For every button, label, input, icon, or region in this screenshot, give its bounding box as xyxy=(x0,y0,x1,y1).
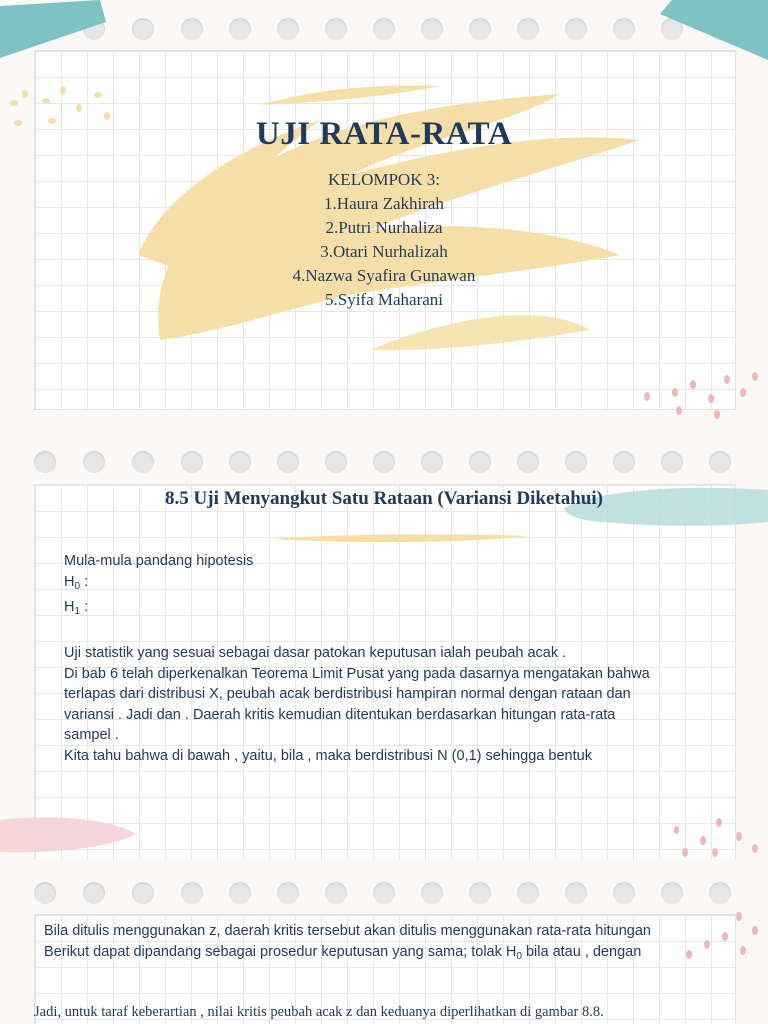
binder-hole xyxy=(83,882,105,904)
body-line: Bila ditulis menggunakan z, daerah kritis tersebut akan ditulis menggunakan rata-rata hitungan xyxy=(44,923,651,939)
decor-dot xyxy=(76,104,82,112)
decor-dot xyxy=(672,388,678,397)
section-body xyxy=(64,551,704,766)
slide-title xyxy=(0,0,768,440)
brush-underline-decoration xyxy=(270,532,530,546)
binder-hole xyxy=(565,451,587,473)
member-item: 2.Putri Nurhaliza xyxy=(325,218,443,237)
binder-hole xyxy=(229,18,251,40)
member-item: 3.Otari Nurhalizah xyxy=(320,242,448,261)
hypothesis-h1: $H_1$ : xyxy=(64,599,89,617)
binder-hole xyxy=(421,18,443,40)
decor-dot xyxy=(704,940,710,949)
binder-hole xyxy=(229,451,251,473)
teal-tape-left xyxy=(0,0,120,70)
body-line: Berikut dapat dipandang sebagai prosedur keputusan yang sama; tolak $H_0$ bila atau , dengan xyxy=(44,943,642,962)
binder-hole xyxy=(517,18,539,40)
binder-hole xyxy=(83,451,105,473)
member-item: 4.Nazwa Syafira Gunawan xyxy=(292,266,476,285)
decor-dot xyxy=(724,375,730,384)
decor-dot xyxy=(682,848,688,857)
binder-hole xyxy=(661,451,683,473)
body-line: sampel . xyxy=(64,727,119,743)
binder-hole xyxy=(373,18,395,40)
body-line: Kita tahu bahwa di bawah , yaitu, bila , maka berdistribusi N (0,1) sehingga bentuk xyxy=(64,747,592,764)
binder-hole xyxy=(277,882,299,904)
binder-hole xyxy=(565,882,587,904)
binder-hole xyxy=(132,882,154,904)
binder-hole xyxy=(132,18,154,40)
binder-hole xyxy=(373,882,395,904)
binder-hole xyxy=(229,882,251,904)
decor-dot xyxy=(644,392,650,401)
binder-hole xyxy=(181,451,203,473)
binder-hole xyxy=(34,882,56,904)
decor-dot xyxy=(752,372,758,381)
binder-hole xyxy=(277,451,299,473)
binder-hole xyxy=(709,882,731,904)
binder-hole xyxy=(613,451,635,473)
binder-hole xyxy=(421,451,443,473)
decor-dot xyxy=(708,394,714,403)
binder-hole xyxy=(325,451,347,473)
group-members xyxy=(0,168,768,312)
binder-holes xyxy=(0,451,768,477)
conclusion-text xyxy=(44,921,651,967)
decor-dot xyxy=(740,946,746,955)
binder-hole xyxy=(34,451,56,473)
binder-hole xyxy=(421,882,443,904)
binder-hole xyxy=(661,882,683,904)
hypothesis-h0: $H_0$ : xyxy=(64,573,89,592)
binder-hole xyxy=(517,451,539,473)
decor-dot xyxy=(722,932,728,941)
decor-dot xyxy=(94,92,102,98)
binder-hole xyxy=(469,18,491,40)
decor-dot xyxy=(686,950,692,959)
binder-hole xyxy=(469,882,491,904)
decor-dot xyxy=(736,912,742,921)
decor-dot xyxy=(752,844,758,853)
decor-dot xyxy=(736,832,742,841)
binder-hole xyxy=(565,18,587,40)
binder-hole xyxy=(181,882,203,904)
binder-hole xyxy=(709,451,731,473)
binder-hole xyxy=(469,451,491,473)
member-item: 5.Syifa Maharani xyxy=(324,290,444,309)
binder-hole xyxy=(277,18,299,40)
decor-dot xyxy=(10,100,18,106)
decor-dot xyxy=(60,86,66,94)
body-line: Di bab 6 telah diperkenalkan Teorema Limit Pusat yang pada dasarnya mengatakan bahwa xyxy=(64,665,650,682)
decor-dot xyxy=(716,818,722,827)
binder-hole xyxy=(373,451,395,473)
section-heading: 8.5 Uji Menyangkut Satu Rataan (Variansi Diketahui) xyxy=(165,488,603,509)
decor-dot xyxy=(712,848,718,857)
decor-dot xyxy=(752,926,758,935)
teal-tape-right xyxy=(660,0,768,70)
decor-dot xyxy=(714,410,720,419)
body-line: terlapas dari distribusi X, peubah acak berdistribusi hampiran normal dengan rataan dan xyxy=(64,686,631,702)
footer-text: Jadi, untuk taraf keberartian , nilai kritis peubah acak z dan keduanya diperlihatkan di gambar 8.8. xyxy=(34,1004,604,1020)
decor-dot xyxy=(690,380,696,389)
pink-smudge-decoration xyxy=(0,812,140,858)
binder-hole xyxy=(517,882,539,904)
binder-holes xyxy=(0,882,768,908)
binder-hole xyxy=(325,882,347,904)
binder-hole xyxy=(613,18,635,40)
group-label: KELOMPOK 3: xyxy=(328,170,440,189)
decor-dot xyxy=(740,388,746,397)
decor-dot xyxy=(676,406,682,415)
binder-hole xyxy=(325,18,347,40)
binder-hole xyxy=(132,451,154,473)
decor-dot xyxy=(22,90,28,98)
body-line: variansi . Jadi dan . Daerah kritis kemudian ditentukan berdasarkan hitungan rata-rata xyxy=(64,706,616,723)
binder-hole xyxy=(181,18,203,40)
page-title: UJI RATA-RATA xyxy=(255,116,513,152)
decor-dot xyxy=(700,836,706,845)
binder-hole xyxy=(613,882,635,904)
body-line: Mula-mula pandang hipotesis xyxy=(64,553,254,569)
decor-dot xyxy=(674,826,679,834)
decor-dot xyxy=(42,98,50,104)
member-item: 1.Haura Zakhirah xyxy=(324,194,444,213)
body-line: Uji statistik yang sesuai sebagai dasar patokan keputusan ialah peubah acak . xyxy=(64,645,567,661)
